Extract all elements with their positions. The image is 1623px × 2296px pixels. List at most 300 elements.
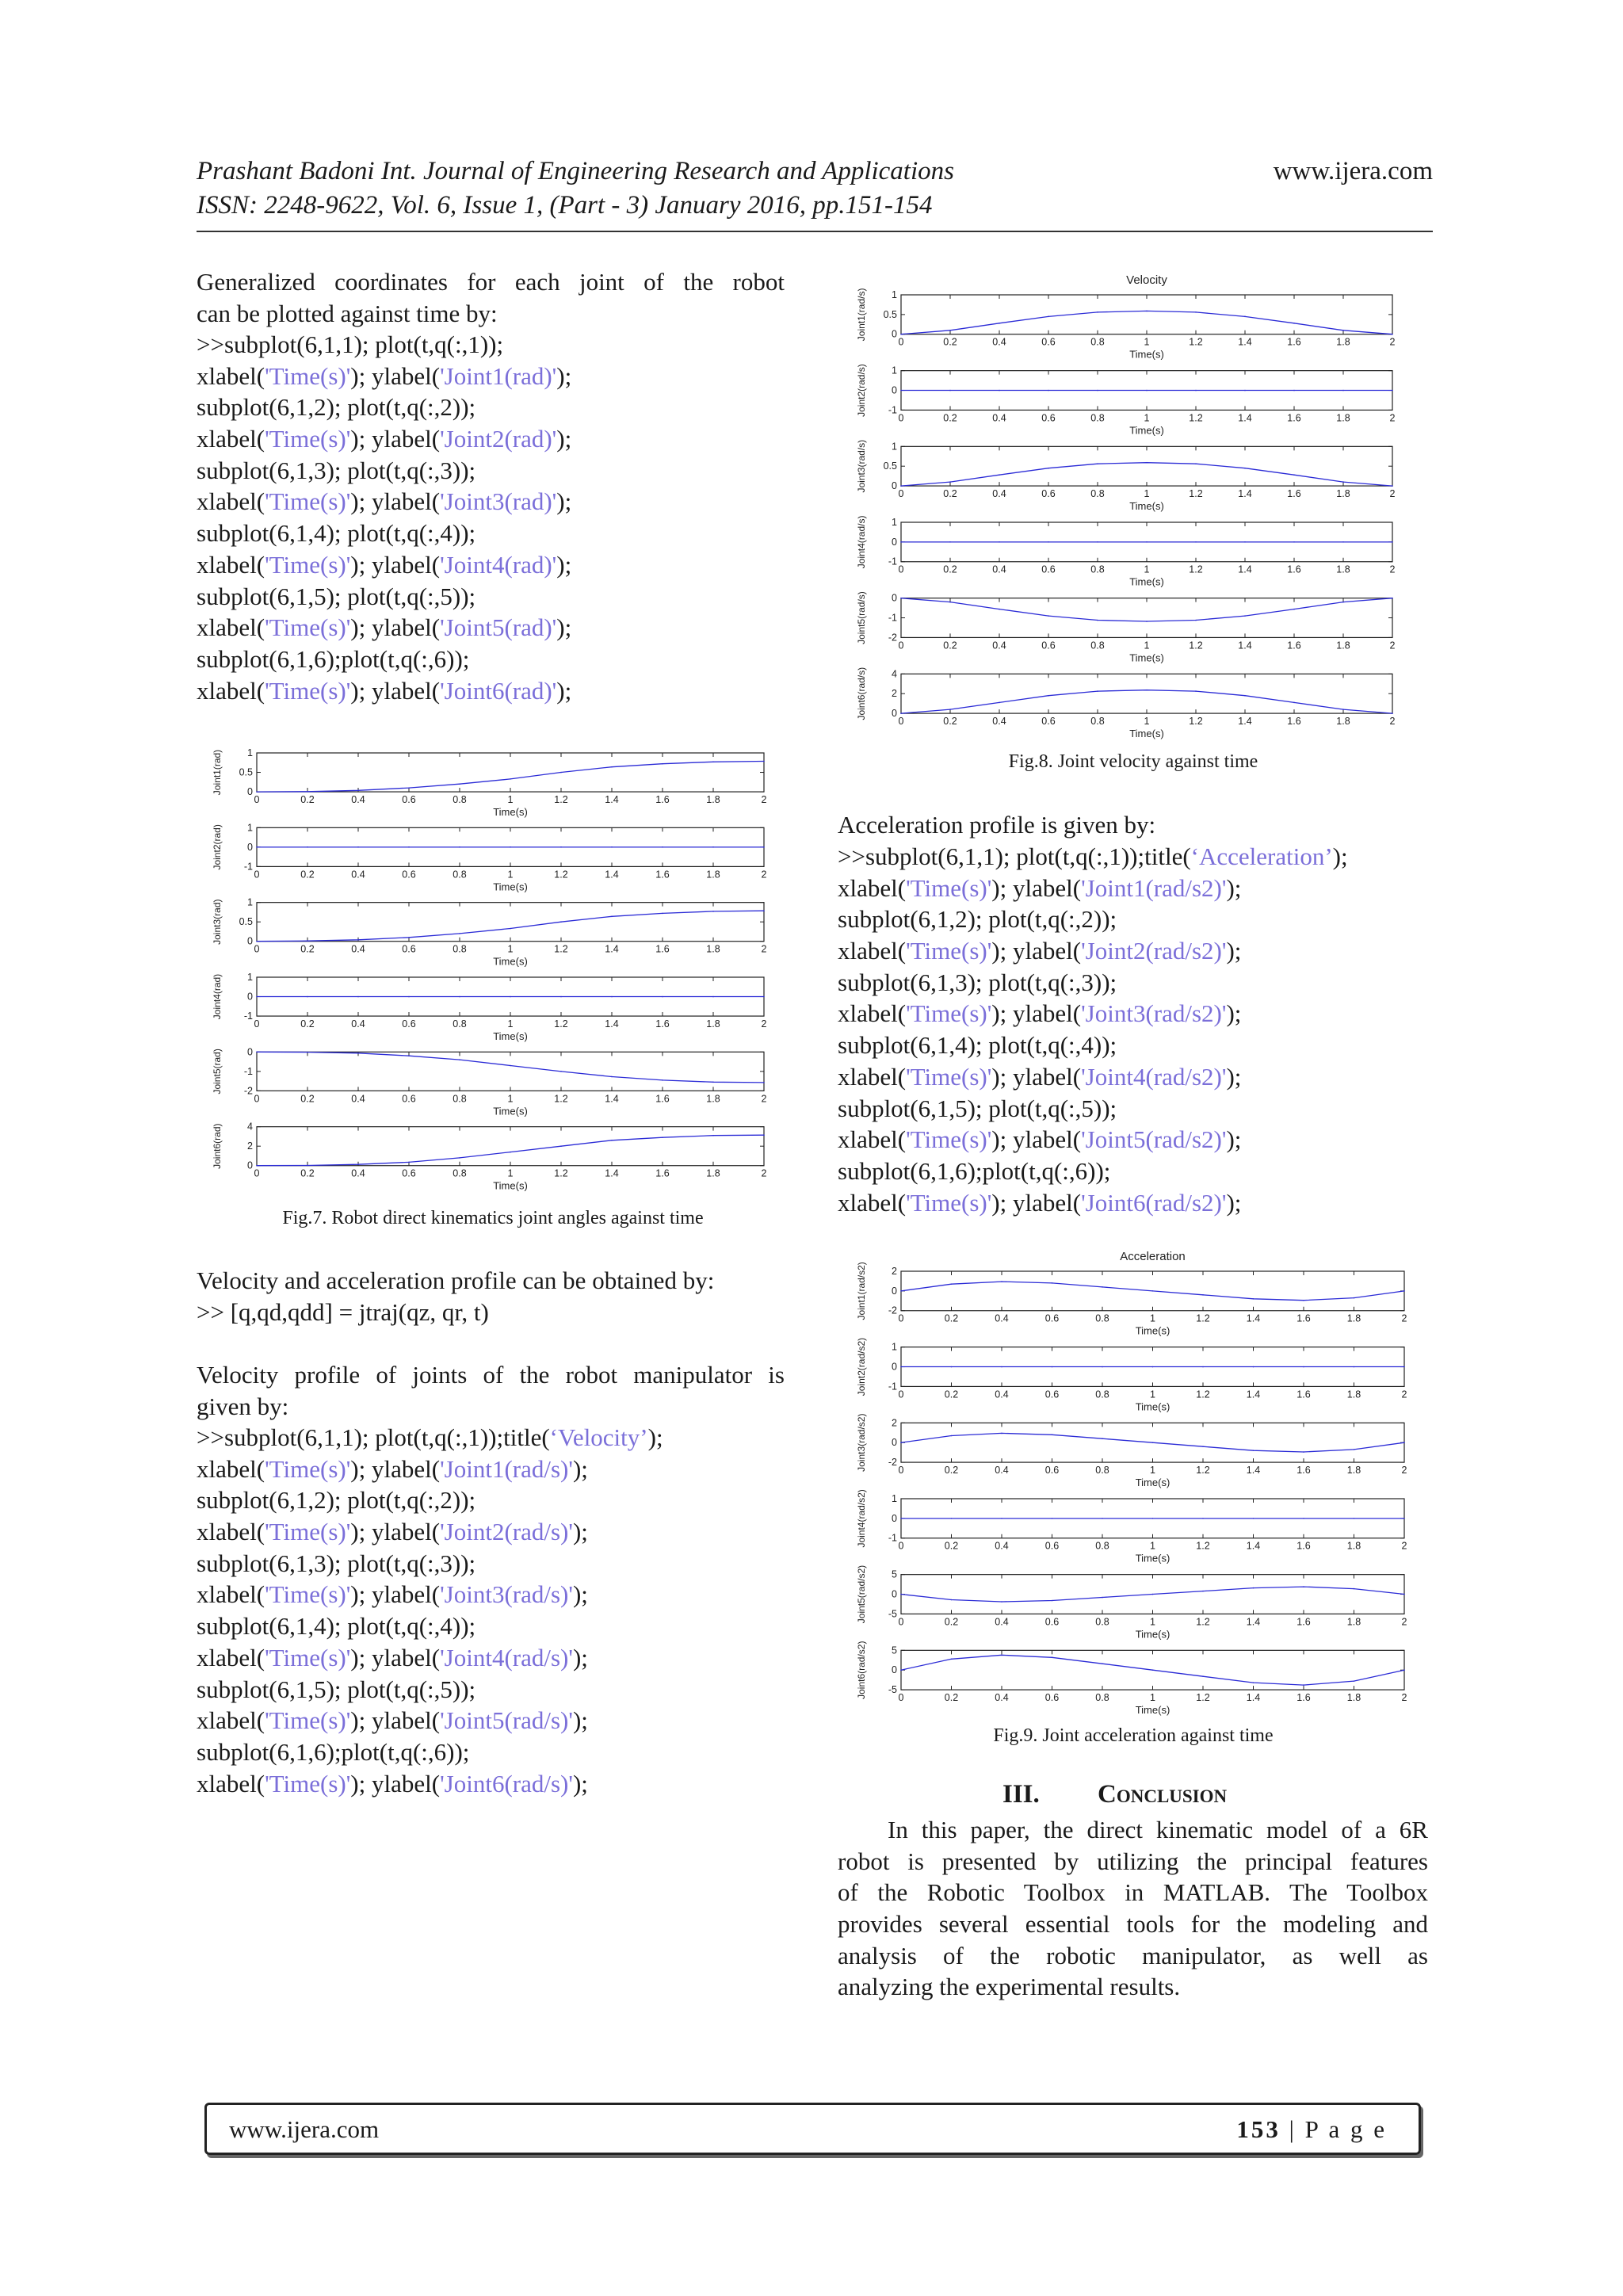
x-tick-label: 0.6 — [1044, 1389, 1060, 1400]
data-point — [951, 1658, 953, 1660]
y-tick-label: 4 — [892, 668, 897, 680]
data-point — [307, 996, 308, 998]
data-point — [307, 940, 308, 942]
code-text: xlabel( — [197, 1643, 265, 1671]
data-point — [999, 390, 1000, 392]
data-point — [510, 1065, 511, 1067]
data-point — [662, 1137, 663, 1138]
x-axis-label: Time(s) — [493, 1030, 528, 1043]
conclusion-line: of the Robotic Toolbox in MATLAB. The Toolbox — [838, 1878, 1428, 1907]
y-tick-label: 2 — [892, 1417, 897, 1429]
y-tick-label: 0.5 — [883, 460, 897, 472]
code-string: 'Time(s)' — [265, 1706, 351, 1735]
conclusion-line: analyzing the experimental results. — [838, 1973, 1181, 2001]
x-tick-label: 0.6 — [1044, 1312, 1060, 1324]
x-tick-label: 1.8 — [1336, 336, 1350, 348]
data-point — [1253, 1587, 1254, 1589]
y-tick-label: 0.5 — [239, 916, 253, 928]
code-text: xlabel( — [838, 999, 907, 1028]
y-tick-label: -1 — [888, 1532, 897, 1544]
code-text: ); — [556, 361, 572, 390]
subplot-axes — [257, 1127, 764, 1166]
x-tick-label: 0.6 — [1041, 563, 1056, 575]
y-tick-label: -5 — [888, 1608, 897, 1620]
x-axis-label: Time(s) — [1129, 348, 1164, 361]
code-text: >>subplot(6,1,1); plot(t,q(:,1)); — [197, 330, 504, 358]
x-tick-label: 1 — [1150, 1465, 1155, 1477]
data-point — [1146, 390, 1148, 392]
x-tick-label: 1.2 — [1189, 412, 1203, 424]
code-text: ); — [572, 1454, 588, 1483]
data-point — [307, 846, 308, 848]
data-point — [1303, 1300, 1304, 1301]
x-tick-label: 1.8 — [706, 1018, 720, 1030]
x-tick-label: 1.6 — [1296, 1616, 1311, 1628]
x-axis-label: Time(s) — [1129, 424, 1164, 437]
y-tick-label: 0 — [247, 786, 253, 798]
code-line — [838, 998, 1348, 1030]
code-text: xlabel( — [197, 676, 265, 705]
y-tick-label: 0 — [247, 841, 253, 853]
x-tick-label: 1.8 — [1346, 1389, 1361, 1400]
x-tick-label: 0.6 — [402, 1093, 416, 1105]
subplot-axes — [257, 753, 764, 792]
data-point — [1102, 1366, 1103, 1368]
code-string: 'Time(s)' — [906, 1125, 992, 1154]
data-point — [1052, 1282, 1053, 1284]
data-point — [1048, 695, 1049, 697]
code-text: subplot(6,1,4); plot(t,q(:,4)); — [838, 1031, 1117, 1060]
data-point — [1097, 620, 1098, 621]
x-tick-label: 1.2 — [554, 1093, 568, 1105]
x-tick-label: 0.4 — [995, 1616, 1009, 1628]
data-point — [560, 1071, 562, 1072]
data-point — [1152, 1366, 1154, 1368]
code-line — [197, 1768, 663, 1800]
y-tick-label: 1 — [892, 517, 897, 528]
x-tick-label: 1 — [1150, 1312, 1155, 1324]
code-line — [838, 1093, 1348, 1125]
figure-velocity — [852, 269, 1407, 745]
data-point — [1195, 690, 1197, 692]
data-point — [1303, 1451, 1304, 1453]
x-tick-label: 1.2 — [1189, 336, 1203, 348]
y-tick-label: 0.5 — [239, 766, 253, 778]
x-axis-label: Time(s) — [1135, 1477, 1170, 1489]
y-tick-label: -2 — [888, 1305, 897, 1316]
data-point — [1097, 690, 1098, 692]
x-axis-label: Time(s) — [1135, 1324, 1170, 1337]
data-point — [256, 791, 258, 793]
velocity-para-line: Velocity profile of joints of the robot manipulator is — [197, 1361, 785, 1389]
code-line — [197, 392, 571, 423]
x-tick-label: 0.4 — [351, 1093, 365, 1105]
code-text: ); ylabel( — [350, 425, 441, 453]
x-tick-label: 0 — [898, 563, 904, 575]
code-string: 'Joint3(rad/s)' — [440, 1580, 573, 1609]
data-point — [1244, 316, 1246, 318]
data-point — [357, 1163, 359, 1165]
subplot-axes — [901, 674, 1392, 713]
x-tick-label: 1.8 — [1336, 412, 1350, 424]
data-point — [900, 1594, 902, 1595]
code-text: ); ylabel( — [350, 1769, 441, 1797]
x-axis-label: Time(s) — [1135, 1400, 1170, 1413]
data-point — [1354, 1449, 1355, 1450]
x-tick-label: 0.2 — [943, 488, 957, 500]
code-string: 'Time(s)' — [906, 873, 992, 902]
code-line — [197, 361, 571, 392]
code-line — [197, 423, 571, 455]
data-point — [256, 941, 258, 942]
conclusion-line: In this paper, the direct kinematic model of a 6R — [888, 1816, 1428, 1843]
data-point — [951, 1518, 953, 1519]
data-point — [900, 334, 902, 335]
x-tick-label: 1 — [1150, 1616, 1155, 1628]
y-axis-label: Joint3(rad) — [212, 899, 223, 945]
code-text: subplot(6,1,2); plot(t,q(:,2)); — [197, 393, 476, 422]
x-tick-label: 1.8 — [1336, 488, 1350, 500]
y-tick-label: 1 — [247, 747, 253, 758]
code-text: subplot(6,1,6);plot(t,q(:,6)); — [197, 1737, 470, 1766]
x-tick-label: 1.4 — [605, 943, 619, 955]
data-point — [1102, 1663, 1103, 1664]
code-block-velocity — [197, 1422, 663, 1799]
code-line — [197, 329, 571, 361]
data-point — [1403, 1442, 1405, 1443]
chart-svg — [208, 745, 778, 1197]
data-point — [408, 1055, 410, 1056]
data-point — [712, 1082, 714, 1083]
data-point — [408, 787, 410, 789]
x-tick-label: 0.8 — [1090, 412, 1105, 424]
y-axis-label: Joint4(rad/s) — [856, 515, 867, 569]
data-point — [459, 1157, 460, 1159]
x-tick-label: 0.4 — [992, 563, 1006, 575]
data-point — [357, 790, 359, 792]
y-tick-label: 0 — [892, 1512, 897, 1524]
data-point — [1048, 468, 1049, 469]
y-axis-label: Joint5(rad/s2) — [856, 1564, 867, 1624]
x-tick-label: 0 — [254, 1093, 260, 1105]
x-tick-label: 0.6 — [1041, 640, 1056, 651]
data-point — [1195, 311, 1197, 313]
x-tick-label: 1.4 — [1246, 1540, 1261, 1552]
x-tick-label: 0.2 — [300, 1093, 315, 1105]
x-tick-label: 1.6 — [1296, 1540, 1311, 1552]
x-tick-label: 1.4 — [605, 794, 619, 806]
code-line — [838, 1030, 1348, 1061]
data-point — [1293, 609, 1295, 610]
header-site[interactable]: www.ijera.com — [1273, 157, 1433, 185]
x-tick-label: 0.4 — [992, 640, 1006, 651]
code-string: 'Joint5(rad)' — [440, 613, 557, 642]
x-tick-label: 1.8 — [706, 869, 720, 881]
data-point — [510, 928, 511, 930]
code-line — [838, 1156, 1348, 1187]
code-text: ); ylabel( — [350, 487, 441, 516]
x-tick-label: 1.4 — [605, 869, 619, 881]
x-tick-label: 1.4 — [1246, 1312, 1261, 1324]
code-line — [197, 1642, 663, 1674]
code-line — [197, 455, 571, 487]
y-tick-label: 1 — [892, 1341, 897, 1353]
data-point — [712, 846, 714, 848]
x-tick-label: 2 — [1401, 1465, 1407, 1477]
y-tick-label: 0 — [892, 1285, 897, 1297]
x-tick-label: 1.8 — [1346, 1465, 1361, 1477]
data-point — [1244, 468, 1246, 469]
y-tick-label: 0.5 — [883, 308, 897, 320]
x-tick-label: 1 — [507, 943, 514, 955]
code-text: subplot(6,1,6);plot(t,q(:,6)); — [197, 644, 470, 673]
data-point — [1052, 1518, 1053, 1519]
data-point — [1146, 541, 1148, 543]
fig9-caption: Fig.9. Joint acceleration against time — [993, 1725, 1274, 1746]
data-point — [1001, 1433, 1002, 1435]
x-tick-label: 2 — [761, 1093, 767, 1105]
y-tick-label: 0 — [892, 1361, 897, 1373]
code-text: ); ylabel( — [991, 1188, 1082, 1217]
y-tick-label: 5 — [892, 1568, 897, 1580]
y-axis-label: Joint2(rad/s) — [856, 364, 867, 417]
data-point — [1152, 1442, 1154, 1443]
code-line — [197, 1610, 663, 1642]
x-tick-label: 1.2 — [1189, 640, 1203, 651]
code-text: ); ylabel( — [350, 1643, 441, 1671]
code-text: ); ylabel( — [991, 873, 1082, 902]
data-point — [949, 481, 951, 483]
code-text: ); — [556, 550, 572, 579]
x-tick-label: 1.2 — [1196, 1465, 1210, 1477]
code-text: subplot(6,1,5); plot(t,q(:,5)); — [838, 1094, 1117, 1122]
data-point — [560, 772, 562, 774]
footer-bar — [204, 2103, 1421, 2155]
x-tick-label: 1.4 — [1246, 1389, 1261, 1400]
x-tick-label: 2 — [761, 943, 767, 955]
code-string: 'Time(s)' — [906, 999, 992, 1028]
x-tick-label: 0.2 — [943, 640, 957, 651]
code-string: 'Time(s)' — [906, 1188, 992, 1217]
data-point — [763, 761, 765, 762]
data-point — [763, 846, 765, 848]
x-tick-label: 1.6 — [1296, 1389, 1311, 1400]
y-tick-label: -1 — [888, 612, 897, 624]
code-string: 'Joint6(rad/s2)' — [1081, 1188, 1227, 1217]
data-point — [1392, 712, 1393, 714]
x-tick-label: 0.2 — [944, 1616, 959, 1628]
code-text: ); — [1332, 842, 1348, 870]
x-tick-label: 1.4 — [605, 1167, 619, 1179]
x-tick-label: 1.4 — [1238, 563, 1252, 575]
x-tick-label: 1.6 — [1296, 1692, 1311, 1704]
data-point — [1293, 390, 1295, 392]
data-point — [1403, 1366, 1405, 1368]
data-point — [510, 778, 511, 780]
data-point — [1195, 541, 1197, 543]
data-point — [1253, 1366, 1254, 1368]
y-tick-label: 0 — [892, 480, 897, 492]
x-axis-label: Time(s) — [1135, 1704, 1170, 1717]
x-tick-label: 0.8 — [453, 1167, 467, 1179]
code-text: xlabel( — [197, 1580, 265, 1609]
y-axis-label: Joint6(rad) — [212, 1123, 223, 1169]
x-tick-label: 1.2 — [554, 1018, 568, 1030]
data-point — [1403, 1594, 1405, 1595]
x-tick-label: 1 — [1144, 640, 1150, 651]
data-point — [560, 846, 562, 848]
x-tick-label: 1.6 — [655, 943, 670, 955]
x-tick-label: 1 — [1144, 716, 1150, 728]
code-string: 'Joint6(rad)' — [440, 676, 557, 705]
y-tick-label: 0 — [892, 328, 897, 340]
data-point — [1146, 462, 1148, 464]
y-axis-label: Joint1(rad) — [212, 749, 223, 796]
y-axis-label: Joint2(rad/s2) — [856, 1337, 867, 1396]
x-axis-label: Time(s) — [493, 1179, 528, 1192]
x-tick-label: 1.6 — [1287, 563, 1301, 575]
code-block-joint-angles — [197, 329, 571, 706]
data-point — [900, 1669, 902, 1671]
conclusion-line: analysis of the robotic manipulator, as well as — [838, 1941, 1428, 1969]
x-tick-label: 0 — [898, 1465, 904, 1477]
code-line — [197, 549, 571, 581]
data-point — [307, 791, 308, 793]
x-tick-label: 0.6 — [1041, 716, 1056, 728]
code-line — [838, 1124, 1348, 1156]
y-axis-label: Joint5(rad/s) — [856, 591, 867, 644]
x-tick-label: 1 — [507, 1018, 514, 1030]
data-point — [1102, 1286, 1103, 1288]
x-tick-label: 1 — [507, 794, 514, 806]
header-issn-line: ISSN: 2248-9622, Vol. 6, Issue 1, (Part - 3) January 2016, pp.151-154 — [197, 191, 933, 220]
code-text: xlabel( — [838, 873, 907, 902]
code-text: xlabel( — [838, 1125, 907, 1154]
x-tick-label: 1.6 — [1287, 488, 1301, 500]
data-point — [1403, 1518, 1405, 1519]
x-tick-label: 1.2 — [554, 943, 568, 955]
data-point — [1392, 541, 1393, 543]
data-point — [949, 709, 951, 710]
data-point — [256, 846, 258, 848]
x-tick-label: 0.6 — [1041, 336, 1056, 348]
x-tick-label: 0.2 — [944, 1389, 959, 1400]
data-point — [256, 1052, 258, 1053]
x-tick-label: 0.8 — [1090, 488, 1105, 500]
data-point — [1354, 1588, 1355, 1590]
code-line — [838, 1187, 1348, 1219]
code-string: 'Joint1(rad/s)' — [440, 1454, 573, 1483]
code-text: ); ylabel( — [350, 1454, 441, 1483]
y-tick-label: 1 — [892, 289, 897, 300]
code-line — [838, 873, 1348, 904]
code-text: xlabel( — [197, 425, 265, 453]
x-tick-label: 2 — [1389, 488, 1396, 500]
x-tick-label: 0 — [254, 869, 260, 881]
code-text: xlabel( — [197, 487, 265, 516]
velocity-para-line: given by: — [197, 1392, 289, 1420]
data-point — [900, 485, 902, 487]
x-tick-label: 0.4 — [351, 794, 365, 806]
y-tick-label: 0 — [892, 384, 897, 396]
y-axis-label: Joint6(rad/s) — [856, 667, 867, 720]
data-point — [712, 1135, 714, 1137]
x-tick-label: 1.4 — [1246, 1692, 1261, 1704]
x-tick-label: 1.4 — [605, 1093, 619, 1105]
conclusion-paragraph — [838, 1814, 1428, 2003]
x-tick-label: 1 — [1144, 563, 1150, 575]
x-tick-label: 1.4 — [1246, 1616, 1261, 1628]
x-tick-label: 1.2 — [1196, 1692, 1210, 1704]
x-tick-label: 2 — [761, 869, 767, 881]
data-point — [951, 1283, 953, 1285]
x-tick-label: 1.6 — [655, 794, 670, 806]
x-axis-label: Time(s) — [1129, 575, 1164, 588]
y-tick-label: 0 — [892, 1664, 897, 1676]
data-point — [611, 1076, 613, 1078]
x-axis-label: Time(s) — [1129, 728, 1164, 740]
x-tick-label: 2 — [1389, 336, 1396, 348]
code-line — [197, 486, 571, 518]
data-point — [949, 541, 951, 543]
intro-paragraph — [197, 266, 785, 329]
subplot-axes — [901, 446, 1392, 486]
code-string: 'Time(s)' — [906, 937, 992, 965]
x-tick-label: 0.2 — [943, 716, 957, 728]
code-string: 'Joint3(rad/s2)' — [1081, 999, 1227, 1028]
x-tick-label: 1.6 — [1287, 336, 1301, 348]
header-journal-line: Prashant Badoni Int. Journal of Engineering Research and Applications — [197, 157, 954, 185]
code-text: ); ylabel( — [350, 361, 441, 390]
x-tick-label: 1.8 — [706, 943, 720, 955]
data-point — [1244, 541, 1246, 543]
footer-site[interactable]: www.ijera.com — [229, 2115, 380, 2143]
data-point — [900, 390, 902, 392]
data-point — [949, 390, 951, 392]
x-tick-label: 1.2 — [554, 869, 568, 881]
data-point — [1097, 390, 1098, 392]
x-tick-label: 1.8 — [1336, 640, 1350, 651]
acceleration-intro-line: Acceleration profile is given by: — [838, 811, 1156, 839]
code-string: 'Joint5(rad/s2)' — [1081, 1125, 1227, 1154]
x-tick-label: 0 — [898, 1389, 904, 1400]
figure-joint-angles — [208, 745, 778, 1197]
data-point — [1354, 1297, 1355, 1299]
data-point — [408, 937, 410, 938]
data-point — [900, 1442, 902, 1443]
y-axis-label: Joint1(rad/s2) — [856, 1262, 867, 1320]
code-text: ); — [572, 1643, 588, 1671]
code-line — [197, 1516, 663, 1548]
code-line — [838, 841, 1348, 873]
code-text: ); ylabel( — [350, 613, 441, 642]
conclusion-line: provides several essential tools for the modeling and — [838, 1910, 1428, 1939]
y-tick-label: 0 — [892, 1437, 897, 1449]
data-point — [1048, 615, 1049, 617]
x-tick-label: 1.4 — [1238, 640, 1252, 651]
data-point — [1097, 311, 1098, 313]
data-point — [662, 763, 663, 765]
code-text: subplot(6,1,4); plot(t,q(:,4)); — [197, 1612, 476, 1641]
x-tick-label: 1.6 — [655, 1018, 670, 1030]
x-tick-label: 0.8 — [1090, 336, 1105, 348]
data-point — [1052, 1434, 1053, 1435]
data-point — [1403, 1669, 1405, 1671]
data-point — [1354, 1680, 1355, 1682]
y-tick-label: 1 — [247, 822, 253, 834]
code-text: subplot(6,1,3); plot(t,q(:,3)); — [197, 456, 476, 484]
data-point — [712, 761, 714, 762]
